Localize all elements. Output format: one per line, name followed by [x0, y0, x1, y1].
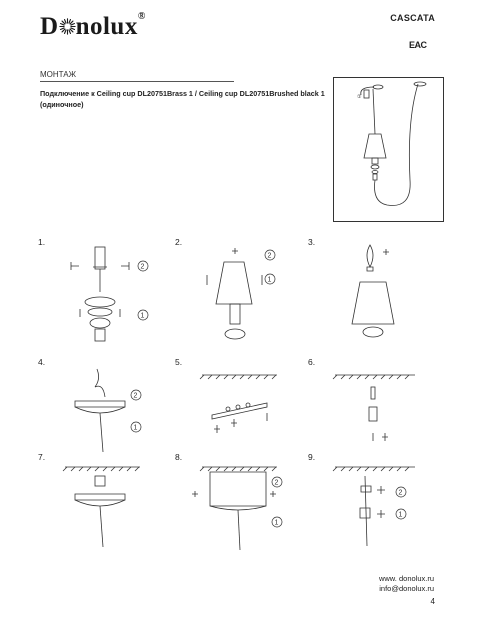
step-8: [172, 452, 292, 562]
step-8-diagram: [172, 452, 292, 572]
callout-2: 2: [267, 252, 272, 260]
step-number: 3.: [308, 237, 316, 247]
step-number: 6.: [308, 357, 316, 367]
model-name: CASCATA: [390, 13, 435, 23]
website-link[interactable]: www. donolux.ru: [378, 574, 434, 583]
hero-lamp-illustration: [333, 77, 444, 222]
step-6: [305, 357, 425, 467]
step-1: [35, 237, 155, 347]
email-link[interactable]: info@donolux.ru: [379, 584, 434, 593]
step-7-diagram: [35, 452, 155, 572]
callout-1: 1: [140, 312, 145, 320]
step-number: 8.: [175, 452, 183, 462]
section-divider: [40, 81, 234, 82]
step-9: [305, 452, 425, 562]
callout-2: 2: [274, 479, 279, 487]
page-number: 4: [430, 597, 435, 606]
callout-1: 1: [267, 276, 272, 284]
callout-2: 2: [398, 489, 403, 497]
callout-2: 2: [133, 392, 138, 400]
step-3-diagram: [305, 237, 425, 357]
section-subtitle: Подключение к Ceiling cup DL20751Brass 1 / Ceiling cup DL20751Brushed black 1 (одиночное): [40, 89, 325, 109]
logo-text-prefix: D: [40, 13, 59, 40]
step-1-diagram: [35, 237, 155, 357]
sun-icon: [59, 18, 76, 35]
logo-text-suffix: nolux: [75, 13, 138, 40]
step-number: 9.: [308, 452, 316, 462]
step-9-diagram: [305, 452, 425, 572]
step-2: [172, 237, 292, 347]
step-number: 4.: [38, 357, 46, 367]
registered-mark: ®: [137, 11, 146, 22]
callout-1: 1: [133, 424, 138, 432]
callout-1: 1: [398, 511, 403, 519]
step-5: [172, 357, 292, 467]
brand-logo: [40, 11, 146, 40]
step-3: [305, 237, 425, 347]
step-7: [35, 452, 155, 562]
step-number: 5.: [175, 357, 183, 367]
step-2-diagram: [172, 237, 292, 357]
eac-certification-mark: EAC: [409, 40, 427, 50]
step-4: [35, 357, 155, 467]
section-title: МОНТАЖ: [40, 70, 77, 79]
svg-text:①: ①: [357, 94, 362, 100]
step-number: 1.: [38, 237, 46, 247]
step-number: 7.: [38, 452, 46, 462]
step-number: 2.: [175, 237, 183, 247]
callout-1: 1: [274, 519, 279, 527]
callout-2: 2: [140, 263, 145, 271]
pendant-lamp-drawing: [334, 78, 443, 221]
